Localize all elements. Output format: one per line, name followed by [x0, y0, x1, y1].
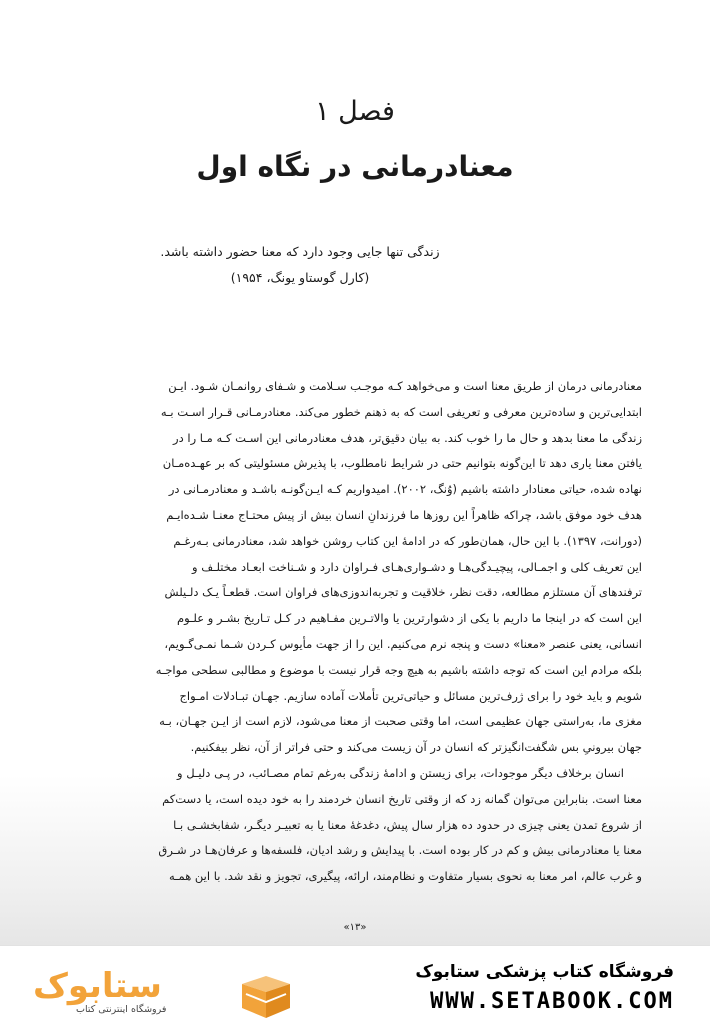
footer-banner[interactable] — [0, 945, 710, 1024]
store-url-link[interactable]: WWW.SETABOOK.COM — [430, 989, 674, 1014]
paragraph-line: و غرب عالم، امر معنا به نحوی بسیار متفاوت و نظام‌مند، ارائه، پیگیری، تجویز و نقد شد. با این همـه — [169, 869, 642, 884]
paragraph-line: یافتن معنا یاری دهد تا این‌گونه بتوانیم حتی در شرایط نامطلوب، با پذیرش مسئولیتی که بر عهـده‌مـان — [162, 456, 642, 471]
paragraph-line: از شروع تمدن یعنی چیزی در حدود ده هزار سال پیش، دغدغهٔ معنا یا به تعبیـر دیگـر، شفابخشـی بـا — [173, 817, 642, 832]
paragraph-line: (دورانت، ۱۳۹۷). با این حال، همان‌طور که در ادامهٔ این کتاب روشن خواهد شد، معنادرمانی بـه‌رغـم — [173, 533, 642, 548]
paragraph-line: نهاده شده، حیاتی معنادار داشته باشیم (وُنگ، ۲۰۰۲). امیدواریم کـه ایـن‌گونـه باشـد و معنادرمـانی در — [168, 482, 642, 497]
logo-subtitle: فروشگاه اینترنتی کتاب — [76, 1004, 167, 1015]
paragraph-line: ترفندهای آن مستلزم مطالعه، دقت نظر، خلاقیت و تجربه‌اندوزی‌های فراوان است. قطعـاً یـک دلـیلش — [164, 585, 642, 600]
page-number: «۱۳» — [343, 922, 367, 933]
paragraph-line: این تعریف کلی و اجمـالی، پیچیـدگی‌هـا و دشـواری‌هـای فـراوان دارد و شـناخت ابعـاد مختلـف و — [192, 559, 642, 574]
paragraph-line: ابتدایی‌ترین و ساده‌ترین معرفی و تعریفی است که به ذهنم خطور می‌کند. معنادرمـانی قـرار اسـت بـه — [160, 404, 642, 419]
paragraph-line: انسانی، یعنی عنصر «معنا» دست و پنجه نرم می‌کنیم. این را از جهت مأیوس کـردن شـما نمـی‌گـویم، — [164, 636, 642, 651]
chapter-number: فصل ۱ — [315, 96, 395, 127]
logo-wordmark: ستابوک — [33, 966, 162, 1006]
setabook-logo[interactable] — [28, 966, 278, 1016]
epigraph-quote: زندگی تنها جایی وجود دارد که معنا حضور داشته باشد. — [160, 244, 440, 259]
body-text — [78, 374, 642, 890]
paragraph-line: معنا است. بنابراین می‌توان گمانه زد که از وقتی تاریخ انسان خردمند را به خود دیده است، یا دست‌کم — [162, 791, 642, 806]
epigraph — [150, 239, 450, 291]
store-name: فروشگاه کتاب پزشکی ستابوک — [415, 962, 674, 982]
paragraph-line: انسان برخلاف دیگر موجودات، برای زیستن و ادامهٔ زندگی به‌رغم تمام مصـائب، در پـی دلیـل و — [177, 765, 624, 780]
paragraph-line: این است که در اینجا ما داریم با یکی از دشوارترین یا والاتـرین مفـاهیم در کـل تـاریخ بشـر و علـوم — [177, 611, 642, 626]
paragraph-line: مغزی ما، به‌راستی جهان عظیمی است، اما وقتی صحبت از معنا می‌شود، لازم است از ایـن جهـان، بـه — [159, 714, 642, 729]
epigraph-attribution: (کارل گوستاو یونگ، ۱۹۵۴) — [230, 270, 370, 285]
paragraph-line: زندگی ما معنا بدهد و حال ما را خوب کند. به بیان دقیق‌تر، هدف معنادرمانی این اسـت کـه مـا را در — [173, 430, 642, 445]
paragraph-line: شویم و باید خود را برای ژرف‌ترین مسائل و حیاتی‌ترین تأملات آماده سازیم. جهـان تبـادلات امـواج — [179, 688, 642, 703]
paragraph-line: معنا یا معنادرمانی بیش و کم در کار بوده است. با پیدایش و رشد ادیان، فلسفه‌ها و عرفان‌هـا در شـرق — [158, 843, 642, 858]
paragraph-line: جهان بیرونیِ بس شگفت‌انگیزتر که انسان در آن زیست می‌کند و حتی فراتر از آن، نظر بیفکنیم. — [190, 740, 642, 755]
paragraph-line: معنادرمانی درمان از طریق معنا است و می‌خواهد کـه موجـب سـلامت و شـفای روانمـان شـود. ایـن — [168, 379, 642, 393]
paragraph-line: بلکه مرادم این است که توجه داشته باشیم به هیچ وجه قرار نیست با موضوع و مطالبی سطحی مواجـه — [155, 662, 642, 677]
paragraph-line: هدف خود موفق باشد، چراکه ظاهراً این روزها ما فرزندانِ انسان بیش از پیش محتـاج معنـا شـده‌ایـم — [166, 507, 642, 522]
book-logo-icon — [238, 974, 294, 1020]
chapter-title: معنادرمانی در نگاه اول — [196, 150, 514, 183]
